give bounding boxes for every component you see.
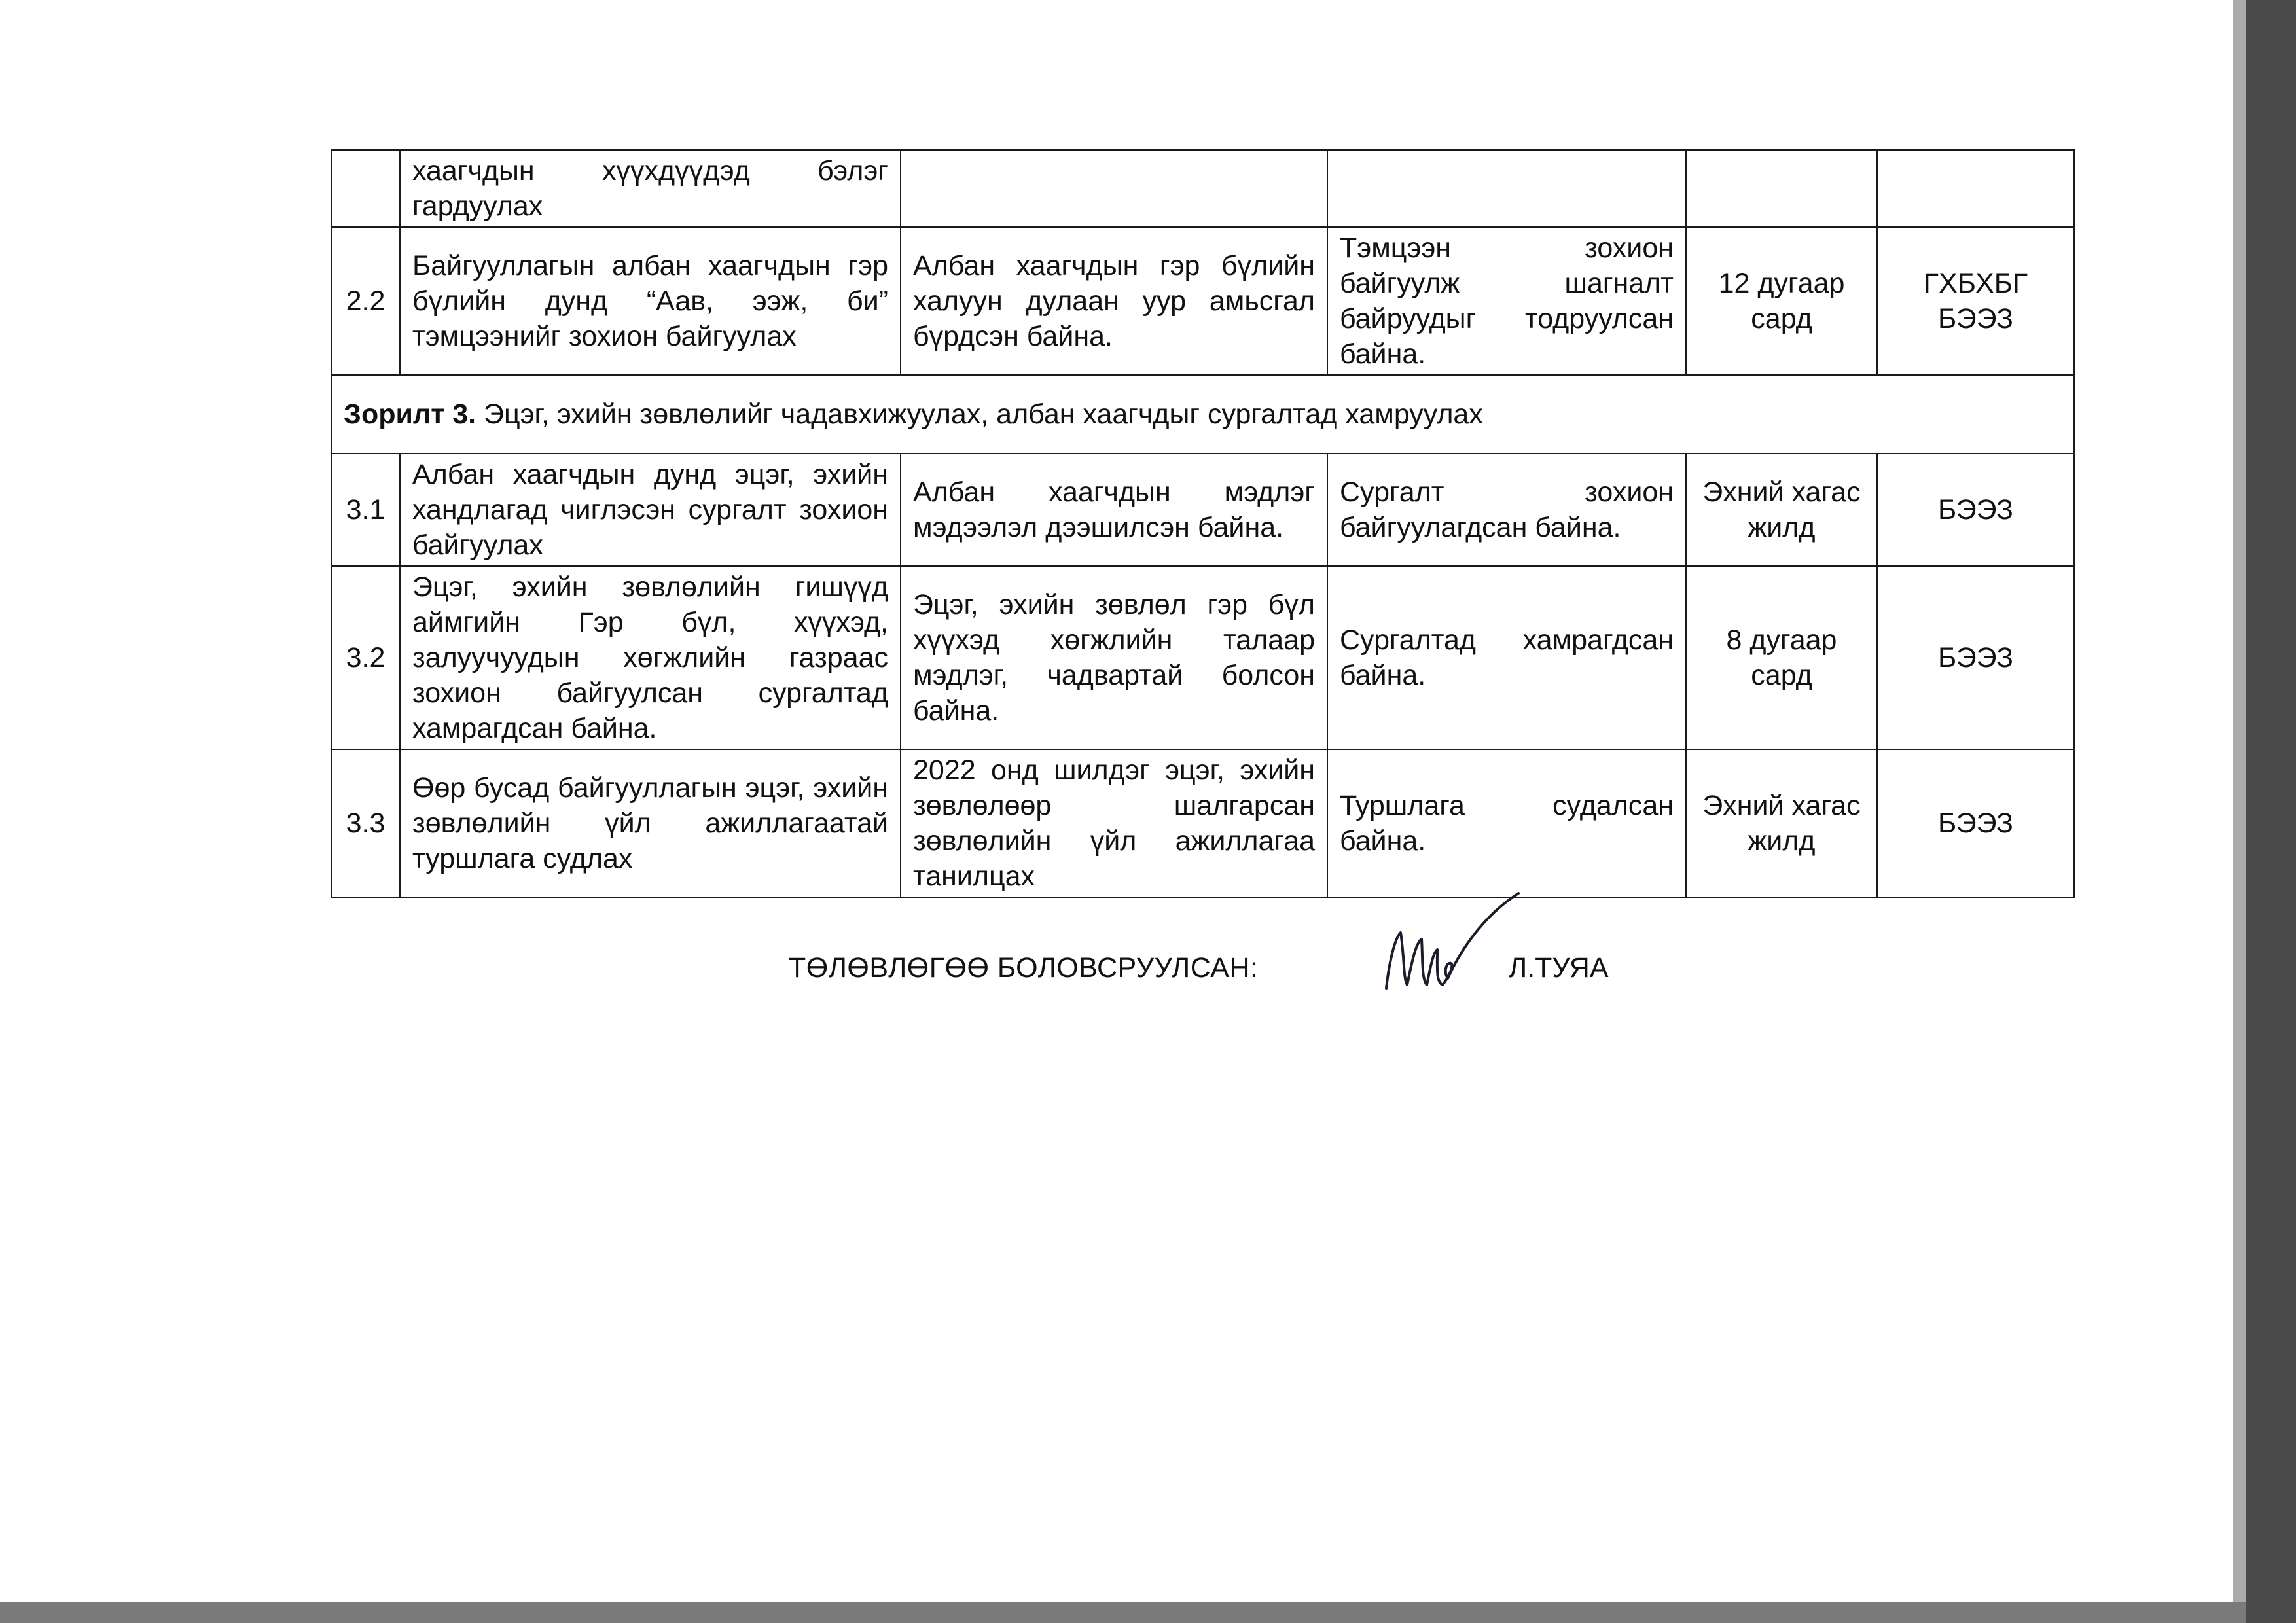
- indicator-cell: Тэмцээн зохион байгуулж шагналт байруудыг тодруулсан байна.: [1327, 227, 1686, 375]
- table-row: [331, 454, 2074, 566]
- signature-icon: [1374, 887, 1525, 1005]
- outcome-cell: Албан хаагчдын мэдлэг мэдээлэл дээшилсэн байна.: [901, 454, 1327, 566]
- activity-cell: Өөр бусад байгууллагын эцэг, эхийн зөвлөлийн үйл ажиллагаатай туршлага судлах: [400, 749, 901, 897]
- goal-cell: [331, 375, 2074, 454]
- activity-cell: Байгууллагын албан хаагчдын гэр бүлийн дунд “Аав, ээж, би” тэмцээнийг зохион байгуулах: [400, 227, 901, 375]
- signatory-name: Л.ТУЯА: [1509, 952, 1609, 984]
- row-number: 3.2: [331, 566, 400, 749]
- activity-cell: хаагчдын хүүхдүүдэд бэлэг гардуулах: [400, 150, 901, 227]
- plan-table: [331, 149, 2075, 898]
- outcome-cell: [901, 150, 1327, 227]
- row-number: 3.1: [331, 454, 400, 566]
- indicator-cell: [1327, 150, 1686, 227]
- responsible-cell: [1877, 150, 2074, 227]
- table-row: [331, 150, 2074, 227]
- table-row: [331, 227, 2074, 375]
- activity-cell: Албан хаагчдын дунд эцэг, эхийн хандлагад чиглэсэн сургалт зохион байгуулах: [400, 454, 901, 566]
- responsible-cell: ГХБХБГ БЭЭЗ: [1877, 227, 2074, 375]
- outcome-cell: Эцэг, эхийн зөвлөл гэр бүл хүүхэд хөгжлийн талаар мэдлэг, чадвартай болсон байна.: [901, 566, 1327, 749]
- goal-row: [331, 375, 2074, 454]
- time-cell: 12 дугаар сард: [1686, 227, 1877, 375]
- indicator-cell: Сургалт зохион байгуулагдсан байна.: [1327, 454, 1686, 566]
- responsible-cell: БЭЭЗ: [1877, 454, 2074, 566]
- prepared-by-label: ТӨЛӨВЛӨГӨӨ БОЛОВСРУУЛСАН:: [789, 952, 1259, 984]
- table-row: [331, 749, 2074, 897]
- responsible-cell: БЭЭЗ: [1877, 749, 2074, 897]
- goal-text: Эцэг, эхийн зөвлөлийг чадавхижуулах, албан хаагчдыг сургалтад хамруулах: [484, 399, 1483, 430]
- responsible-cell: БЭЭЗ: [1877, 566, 2074, 749]
- table-row: [331, 566, 2074, 749]
- scan-edge-right-dark: [2246, 0, 2296, 1623]
- activity-cell: Эцэг, эхийн зөвлөлийн гишүүд аймгийн Гэр бүл, хүүхэд, залуучуудын хөгжлийн газраас зохион байгуулсан сургалтад хамрагдсан байна.: [400, 566, 901, 749]
- indicator-cell: Сургалтад хамрагдсан байна.: [1327, 566, 1686, 749]
- row-number: 3.3: [331, 749, 400, 897]
- row-number: 2.2: [331, 227, 400, 375]
- time-cell: Эхний хагас жилд: [1686, 749, 1877, 897]
- time-cell: 8 дугаар сард: [1686, 566, 1877, 749]
- scan-edge-right: [2233, 0, 2246, 1602]
- time-cell: [1686, 150, 1877, 227]
- outcome-cell: Албан хаагчдын гэр бүлийн халуун дулаан уур амьсгал бүрдсэн байна.: [901, 227, 1327, 375]
- row-number: [331, 150, 400, 227]
- indicator-cell: Туршлага судалсан байна.: [1327, 749, 1686, 897]
- outcome-cell: 2022 онд шилдэг эцэг, эхийн зөвлөлөөр шалгарсан зөвлөлийн үйл ажиллагаа танилцах: [901, 749, 1327, 897]
- goal-label: Зорилт 3.: [344, 399, 476, 430]
- time-cell: Эхний хагас жилд: [1686, 454, 1877, 566]
- scan-edge-bottom: [0, 1602, 2246, 1623]
